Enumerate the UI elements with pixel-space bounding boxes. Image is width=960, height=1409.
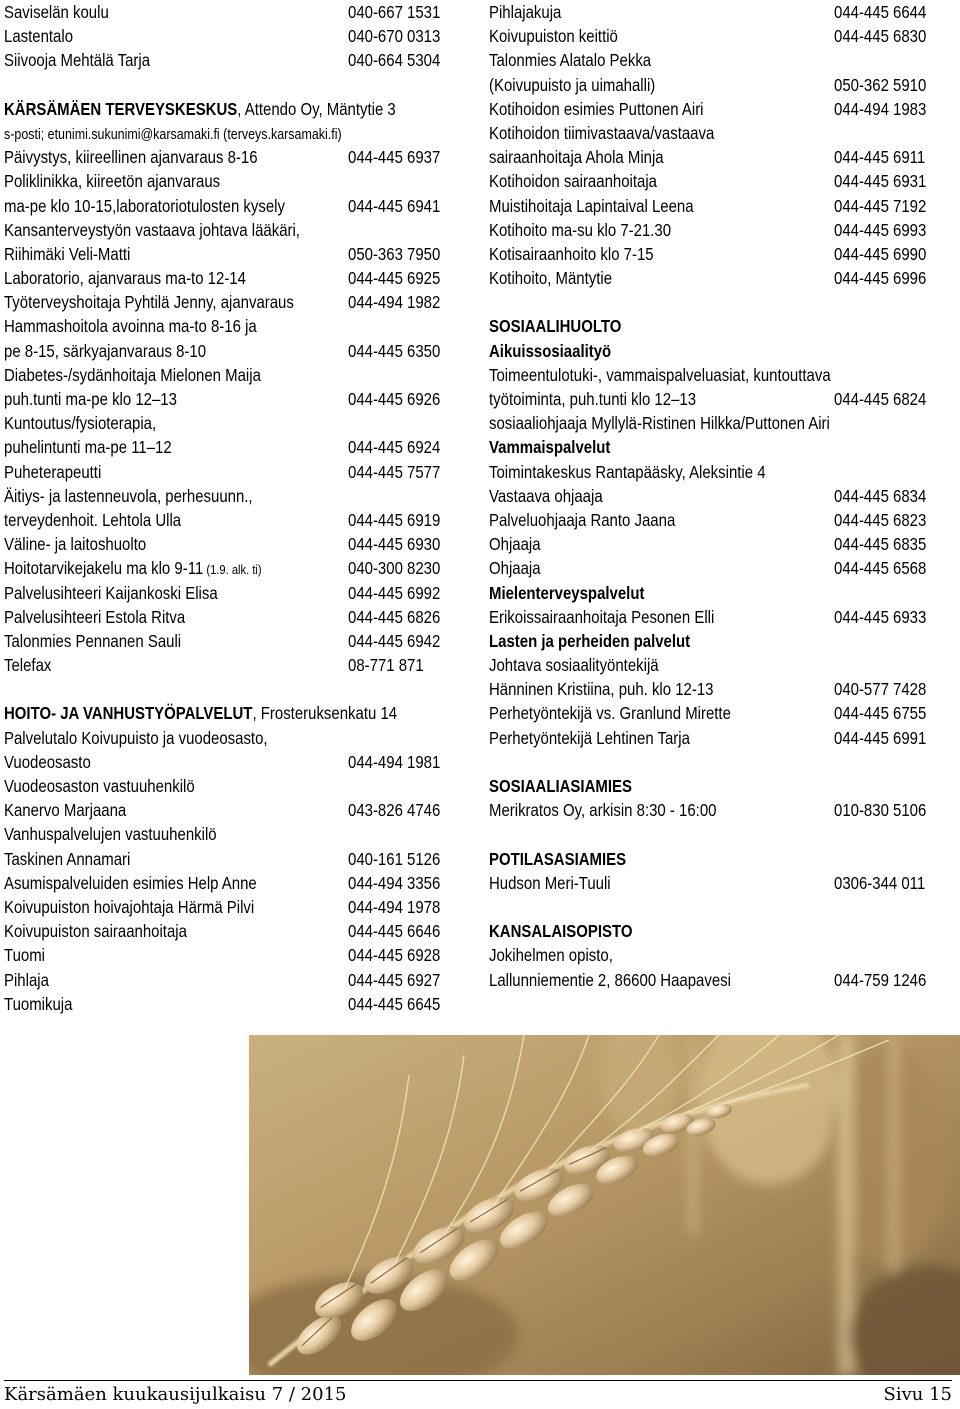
directory-entry (4, 629, 466, 653)
directory-entry (489, 581, 941, 605)
entry-label: Riihimäki Veli-Matti (4, 243, 131, 264)
entry-label: Merikratos Oy, arkisin 8:30 - 16:00 (489, 800, 717, 821)
directory-entry (489, 822, 941, 846)
directory-entry (489, 847, 941, 871)
entry-label: Muistihoitaja Lapintaival Leena (489, 195, 694, 216)
entry-label: Koivupuiston hoivajohtaja Härmä Pilvi (4, 896, 255, 917)
entry-label: Hammashoitola avoinna ma-to 8-16 ja (4, 316, 257, 337)
directory-entry (4, 290, 466, 314)
directory-entry (489, 629, 941, 653)
entry-label: Poliklinikka, kiireetön ajanvaraus (4, 171, 221, 192)
wheat-ear-photo (249, 1035, 960, 1375)
directory-entry (489, 798, 941, 822)
entry-label: Siivooja Mehtälä Tarja (4, 50, 151, 71)
phone-number: 044-445 6928 (348, 945, 441, 966)
directory-entry (489, 871, 941, 895)
phone-number: 044-445 6835 (834, 534, 927, 555)
directory-entry (489, 605, 941, 629)
directory-entry (4, 677, 466, 701)
entry-label: Palveluohjaaja Ranto Jaana (489, 509, 676, 530)
directory-entry (489, 266, 941, 290)
phone-number: 044-445 6990 (834, 243, 927, 264)
phone-number: 044-445 6823 (834, 509, 927, 530)
publication-name: Kärsämäen kuukausijulkaisu 7 / 2015 (4, 1384, 347, 1405)
directory-entry (489, 97, 941, 121)
entry-label: Johtava sosiaalityöntekijä (489, 655, 659, 676)
entry-label: Vuodeosaston vastuuhenkilö (4, 776, 195, 796)
directory-entry (4, 484, 466, 508)
phone-number: 044-445 6933 (834, 606, 927, 627)
directory-entry (4, 919, 466, 943)
phone-number: 044-445 6993 (834, 219, 927, 240)
entry-label: Työterveyshoitaja Pyhtilä Jenny, ajanvaraus (4, 292, 294, 313)
directory-entry (489, 411, 941, 435)
entry-label-suffix: , Frosteruksenkatu 14 (252, 703, 398, 724)
entry-label: Perhetyöntekijä vs. Granlund Mirette (489, 703, 731, 724)
entry-label: Kansanterveystyön vastaava johtava lääkäri, (4, 219, 300, 240)
entry-label: Aikuissosiaalityö (489, 340, 612, 361)
phone-number: 044-445 6834 (834, 485, 927, 506)
phone-number: 044-445 6919 (348, 509, 441, 530)
directory-entry (489, 0, 941, 24)
entry-label: s-posti; etunimi.sukunimi@karsamaki.fi (terveys.karsamaki.fi) (4, 126, 342, 143)
entry-label: Lasten ja perheiden palvelut (489, 630, 691, 651)
entry-label: puhelintunti ma-pe 11–12 (4, 437, 172, 458)
entry-label: Koivupuiston keittiö (489, 26, 618, 47)
entry-label: Kotisairaanhoito klo 7-15 (489, 243, 654, 264)
phone-number: 040-670 0313 (348, 26, 441, 47)
entry-label: Hoitotarvikejakelu ma klo 9-11 (1.9. alk. ti) (4, 558, 262, 579)
directory-entry (4, 73, 466, 97)
entry-label: Asumispalveluiden esimies Help Anne (4, 872, 257, 893)
directory-entry (489, 387, 941, 411)
phone-number: 044-494 3356 (348, 872, 441, 893)
entry-label: Laboratorio, ajanvaraus ma-to 12-14 (4, 268, 246, 289)
directory-right-column (489, 0, 941, 992)
directory-entry (489, 460, 941, 484)
directory-entry (4, 822, 466, 846)
phone-number: 044-445 6996 (834, 268, 927, 289)
entry-label: POTILASASIAMIES (489, 848, 627, 869)
directory-entry (4, 194, 466, 218)
phone-number: 044-494 1981 (348, 751, 441, 772)
entry-label: Lallunniementie 2, 86600 Haapavesi (489, 969, 731, 990)
directory-entry (489, 895, 941, 919)
directory-entry (489, 556, 941, 580)
directory-entry (489, 943, 941, 967)
directory-entry (489, 145, 941, 169)
entry-label: Talonmies Alatalo Pekka (489, 50, 652, 71)
directory-entry (4, 411, 466, 435)
entry-label: SOSIAALIHUOLTO (489, 316, 622, 337)
entry-label: Kanervo Marjaana (4, 800, 127, 821)
phone-number: 044-494 1982 (348, 292, 441, 313)
directory-entry (489, 508, 941, 532)
directory-entry (4, 508, 466, 532)
entry-label: sairaanhoitaja Ahola Minja (489, 147, 664, 168)
directory-entry (489, 218, 941, 242)
page-number: Sivu 15 (883, 1384, 952, 1405)
entry-label: Telefax (4, 655, 52, 676)
entry-label: Saviselän koulu (4, 2, 109, 22)
entry-label: Vanhuspalvelujen vastuuhenkilö (4, 824, 217, 845)
directory-entry (4, 339, 466, 363)
phone-number: 0306-344 011 (834, 872, 926, 893)
directory-entry (489, 194, 941, 218)
phone-number: 044-759 1246 (834, 969, 927, 990)
directory-entry (4, 169, 466, 193)
entry-label: SOSIAALIASIAMIES (489, 776, 632, 796)
directory-entry (489, 726, 941, 750)
entry-label: Diabetes-/sydänhoitaja Mielonen Maija (4, 364, 261, 385)
phone-number: 044-445 7192 (834, 195, 927, 216)
phone-number: 044-445 6830 (834, 26, 927, 47)
directory-entry (4, 605, 466, 629)
directory-entry (4, 266, 466, 290)
entry-label: puh.tunti ma-pe klo 12–13 (4, 389, 177, 409)
entry-label: Väline- ja laitoshuolto (4, 534, 147, 555)
entry-label: Toimintakeskus Rantapääsky, Aleksintie 4 (489, 461, 766, 482)
directory-entry (4, 314, 466, 338)
entry-label: Pihlajakuja (489, 2, 562, 22)
directory-entry (4, 387, 466, 411)
directory-entry (489, 314, 941, 338)
phone-number: 044-445 6937 (348, 147, 441, 168)
entry-label: sosiaaliohjaaja Myllylä-Ristinen Hilkka/Puttonen Airi (489, 413, 830, 434)
entry-label: ma-pe klo 10-15,laboratoriotulosten kysely (4, 195, 285, 216)
directory-entry (4, 992, 466, 1016)
entry-label: Äitiys- ja lastenneuvola, perhesuunn., (4, 485, 253, 506)
directory-entry (489, 677, 941, 701)
entry-label: Erikoissairaanhoitaja Pesonen Elli (489, 606, 715, 627)
directory-entry (4, 0, 466, 24)
entry-label: Tuomikuja (4, 993, 73, 1014)
directory-entry (489, 701, 941, 725)
directory-entry (489, 73, 941, 97)
entry-label: Pihlaja (4, 969, 49, 990)
phone-number: 044-445 6927 (348, 969, 441, 990)
directory-entry (4, 435, 466, 459)
directory-entry (4, 581, 466, 605)
phone-number: 044-494 1978 (348, 896, 441, 917)
phone-number: 050-362 5910 (834, 74, 927, 95)
directory-entry (489, 242, 941, 266)
phone-number: 08-771 871 (348, 655, 424, 676)
phone-number: 044-445 6941 (348, 195, 441, 216)
phone-number: 010-830 5106 (834, 800, 927, 821)
phone-number: 043-826 4746 (348, 800, 441, 821)
entry-label: Hudson Meri-Tuuli (489, 872, 611, 893)
entry-label: Hänninen Kristiina, puh. klo 12-13 (489, 679, 714, 700)
directory-entry (4, 460, 466, 484)
entry-label: Kotihoidon tiimivastaava/vastaava (489, 122, 715, 143)
entry-note: (1.9. alk. ti) (203, 562, 262, 578)
phone-number: 044-445 6930 (348, 534, 441, 555)
entry-label: pe 8-15, särkyajanvaraus 8-10 (4, 340, 207, 361)
directory-entry (4, 145, 466, 169)
entry-label: Toimeentulotuki-, vammaispalveluasiat, kuntouttava (489, 364, 831, 385)
entry-label: Puheterapeutti (4, 461, 102, 482)
phone-number: 040-664 5304 (348, 50, 441, 71)
entry-label: Palvelutalo Koivupuisto ja vuodeosasto, (4, 727, 268, 748)
phone-number: 044-445 6942 (348, 630, 441, 651)
directory-entry (4, 847, 466, 871)
phone-number: 044-445 6911 (834, 147, 926, 168)
entry-label: Kotihoito ma-su klo 7-21.30 (489, 219, 672, 240)
entry-label: Lastentalo (4, 26, 74, 47)
directory-entry (489, 121, 941, 145)
entry-label: Koivupuiston sairaanhoitaja (4, 921, 187, 942)
directory-entry (4, 218, 466, 242)
directory-entry (489, 339, 941, 363)
entry-label: KANSALAISOPISTO (489, 921, 633, 942)
directory-entry (489, 968, 941, 992)
entry-label: Kotihoidon esimies Puttonen Airi (489, 98, 704, 119)
phone-number: 044-445 6931 (834, 171, 927, 192)
directory-entry (4, 556, 466, 580)
phone-number: 044-445 6350 (348, 340, 441, 361)
entry-label: työtoiminta, puh.tunti klo 12–13 (489, 389, 697, 409)
phone-number: 044-445 6646 (348, 921, 441, 942)
entry-label: Kotihoidon sairaanhoitaja (489, 171, 657, 192)
entry-label: Kotihoito, Mäntytie (489, 268, 613, 289)
directory-entry (4, 871, 466, 895)
directory-entry (4, 774, 466, 798)
phone-number: 044-494 1983 (834, 98, 927, 119)
directory-entry (489, 774, 941, 798)
directory-entry (4, 726, 466, 750)
entry-label: Ohjaaja (489, 558, 541, 579)
page-footer (4, 1380, 952, 1407)
directory-entry (4, 943, 466, 967)
entry-label: Perhetyöntekijä Lehtinen Tarja (489, 727, 690, 748)
directory-entry (489, 24, 941, 48)
phone-number: 044-445 6645 (348, 993, 441, 1014)
entry-label: Vuodeosasto (4, 751, 91, 772)
entry-label: terveydenhoit. Lehtola Ulla (4, 509, 182, 530)
directory-entry (4, 798, 466, 822)
entry-label: Palvelusihteeri Kaijankoski Elisa (4, 582, 218, 603)
directory-entry (4, 968, 466, 992)
entry-label: Taskinen Annamari (4, 848, 131, 869)
directory-entry (489, 363, 941, 387)
directory-entry (4, 750, 466, 774)
entry-label: Ohjaaja (489, 534, 541, 555)
phone-number: 040-300 8230 (348, 558, 441, 579)
entry-label-suffix: , Attendo Oy, Mäntytie 3 (237, 98, 396, 119)
directory-entry (489, 290, 941, 314)
directory-entry (4, 242, 466, 266)
phone-number: 044-445 6755 (834, 703, 927, 724)
phone-number: 044-445 6824 (834, 389, 927, 409)
entry-label: KÄRSÄMÄEN TERVEYSKESKUS, Attendo Oy, Mäntytie 3 (4, 98, 396, 119)
directory-entry (4, 24, 466, 48)
directory-left-column (4, 0, 466, 1016)
directory-entry (489, 653, 941, 677)
directory-entry (4, 895, 466, 919)
entry-label: Talonmies Pennanen Sauli (4, 630, 182, 651)
phone-number: 044-445 6568 (834, 558, 927, 579)
directory-entry (4, 121, 466, 145)
phone-number: 044-445 6644 (834, 2, 927, 22)
entry-label: Palvelusihteeri Estola Ritva (4, 606, 186, 627)
directory-entry (4, 701, 466, 725)
phone-number: 040-161 5126 (348, 848, 441, 869)
phone-number: 044-445 7577 (348, 461, 441, 482)
directory-entry (4, 97, 466, 121)
phone-number: 044-445 6992 (348, 582, 441, 603)
directory-entry (4, 653, 466, 677)
directory-entry (4, 363, 466, 387)
directory-entry (489, 48, 941, 72)
directory-entry (4, 532, 466, 556)
phone-number: 044-445 6925 (348, 268, 441, 289)
phone-number: 040-667 1531 (348, 2, 441, 22)
directory-entry (489, 532, 941, 556)
phone-number: 050-363 7950 (348, 243, 441, 264)
directory-entry (4, 48, 466, 72)
phone-number: 044-445 6826 (348, 606, 441, 627)
entry-label: Päivystys, kiireellinen ajanvaraus 8-16 (4, 147, 258, 168)
entry-label: HOITO- JA VANHUSTYÖPALVELUT, Frosteruksenkatu 14 (4, 703, 398, 724)
directory-entry (489, 435, 941, 459)
directory-entry (489, 484, 941, 508)
directory-entry (489, 750, 941, 774)
entry-label: (Koivupuisto ja uimahalli) (489, 74, 656, 95)
directory-entry (489, 169, 941, 193)
entry-label: Jokihelmen opisto, (489, 945, 613, 966)
phone-number: 044-445 6991 (834, 727, 927, 748)
directory-entry (489, 919, 941, 943)
phone-number: 040-577 7428 (834, 679, 927, 700)
entry-label: Vammaispalvelut (489, 437, 611, 458)
phone-number: 044-445 6924 (348, 437, 441, 458)
entry-label: Mielenterveyspalvelut (489, 582, 645, 603)
entry-label: Tuomi (4, 945, 45, 966)
phone-number: 044-445 6926 (348, 389, 441, 409)
entry-label: Vastaava ohjaaja (489, 485, 603, 506)
entry-label: Kuntoutus/fysioterapia, (4, 413, 157, 434)
